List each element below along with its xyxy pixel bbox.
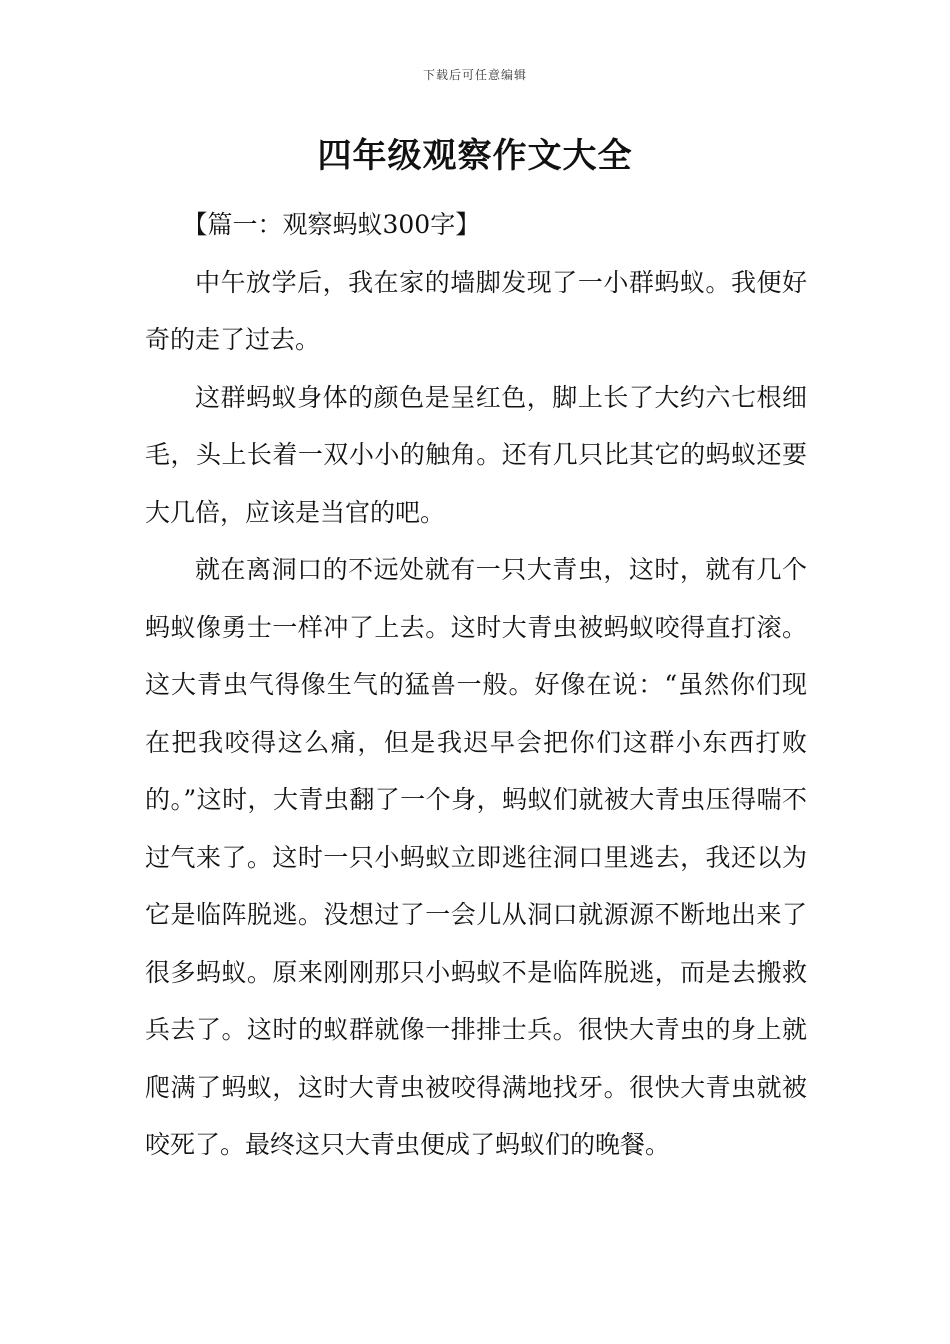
paragraph-2: 这群蚂蚁身体的颜色是呈红色，脚上长了大约六七根细毛，头上长着一双小小的触角。还有几只比其它的蚂蚁还要大几倍，应该是当官的吧。 (145, 382, 807, 527)
paragraph-3: 就在离洞口的不远处就有一只大青虫，这时，就有几个蚂蚁像勇士一样冲了上去。这时大青虫被蚂蚁咬得直打滚。这大青虫气得像生气的猛兽一般。好像在说：“虽然你们现在把我咬得这么痛，但是我迟早会把你们这群小东西打败的。”这时，大青虫翻了一个身，蚂蚁们就被大青虫压得喘不过气来了。这时一只小蚂蚁立即逃往洞口里逃去，我还以为它是临阵脱逃。没想过了一会儿从洞口就源源不断地出来了很多蚂蚁。原来刚刚那只小蚂蚁不是临阵脱逃，而是去搬救兵去了。这时的蚁群就像一排排士兵。很快大青虫的身上就爬满了蚂蚁，这时大青虫被咬得满地找牙。很快大青虫就被咬死了。最终这只大青虫便成了蚂蚁们的晚餐。 (145, 555, 807, 1159)
paragraph-1: 中午放学后，我在家的墙脚发现了一小群蚂蚁。我便好奇的走了过去。 (145, 267, 807, 354)
page-header-note: 下载后可任意编辑 (422, 68, 527, 82)
document-title: 四年级观察作文大全 (317, 136, 633, 176)
document-body (145, 196, 807, 1174)
section-heading: 【篇一：观察蚂蚁300字】 (182, 210, 481, 239)
